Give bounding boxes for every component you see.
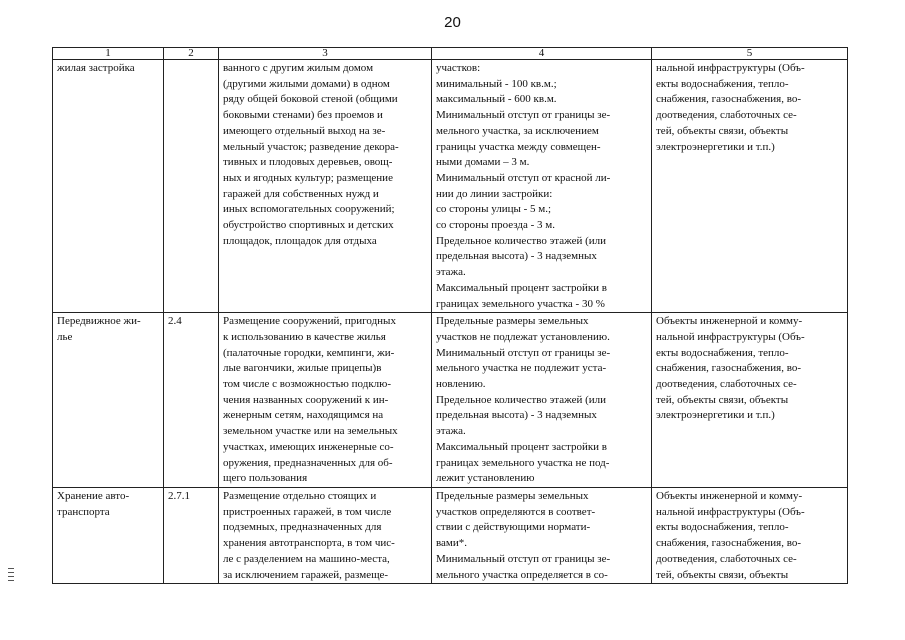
infrastructure-cell: Объекты инженерной и комму- нальной инфраструктуры (Объ- екты водоснабжения, тепло- снабжения, газоснабжения, во- доотведения, слаботочных се- тей, объекты связи, объекты электроэнергетики и т.п.)	[652, 313, 848, 488]
use-type-cell: жилая застройка	[53, 60, 164, 313]
use-type-cell: Хранение авто- транспорта	[53, 487, 164, 583]
binding-mark	[8, 568, 14, 584]
use-code-cell: 2.7.1	[164, 487, 219, 583]
use-code-cell	[164, 60, 219, 313]
parameters-cell: участков: минимальный - 100 кв.м.; максимальный - 600 кв.м. Минимальный отступ от границы зе- мельного участка, за исключением границы участка между совмещен- ными домами – 3 м. Минимальный отступ от красной ли- нии до линии застройки: со стороны улицы - 5 м.; со стороны проезда - 3 м. Предельное количество этажей (или предельная высота) - 3 надземных этажа. Максимальный процент застройки в границах земельного участка - 30 %	[432, 60, 652, 313]
table-row	[53, 487, 848, 583]
infrastructure-cell: Объекты инженерной и комму- нальной инфраструктуры (Объ- екты водоснабжения, тепло- снабжения, газоснабжения, во- доотведения, слаботочных се- тей, объекты связи, объекты	[652, 487, 848, 583]
table-row	[53, 60, 848, 313]
zoning-table	[52, 47, 848, 584]
use-type-cell: Передвижное жи- лье	[53, 313, 164, 488]
header-col-2: 2	[164, 48, 219, 60]
infrastructure-cell: нальной инфраструктуры (Объ- екты водоснабжения, тепло- снабжения, газоснабжения, во- доотведения, слаботочных се- тей, объекты связи, объекты электроэнергетики и т.п.)	[652, 60, 848, 313]
parameters-cell: Предельные размеры земельных участков не подлежат установлению. Минимальный отступ от границы зе- мельного участка не подлежит уста- новлению. Предельное количество этажей (или предельная высота) - 3 надземных этажа. Максимальный процент застройки в границах земельного участка не под- лежит установлению	[432, 313, 652, 488]
header-col-3: 3	[219, 48, 432, 60]
page-number: 20	[444, 14, 461, 31]
use-code-cell: 2.4	[164, 313, 219, 488]
parameters-cell: Предельные размеры земельных участков определяются в соответ- ствии с действующими нормати- вами*. Минимальный отступ от границы зе- мельного участка определяется в со-	[432, 487, 652, 583]
use-description-cell: Размещение сооружений, пригодных к использованию в качестве жилья (палаточные городки, кемпинги, жи- лые вагончики, жилые прицепы)в том числе с возможностью подклю- чения названных сооружений к ин- женерным сетям, находящимся на земельном участке или на земельных участках, имеющих инженерные со- оружения, предназначенных для об- щего пользования	[219, 313, 432, 488]
header-col-5: 5	[652, 48, 848, 60]
table-row	[53, 313, 848, 488]
use-description-cell: Размещение отдельно стоящих и пристроенных гаражей, в том числе подземных, предназначенных для хранения автотранспорта, в том чис- ле с разделением на машино-места, за исключением гаражей, размеще-	[219, 487, 432, 583]
header-col-1: 1	[53, 48, 164, 60]
table-header-row	[53, 48, 848, 60]
header-col-4: 4	[432, 48, 652, 60]
use-description-cell: ванного с другим жилым домом (другими жилыми домами) в одном ряду общей боковой стеной (общими боковыми стенами) без проемов и имеющего отдельный выход на зе- мельный участок; разведение декора- тивных и плодовых деревьев, овощ- ных и ягодных культур; размещение гаражей для собственных нужд и иных вспомогательных сооружений; обустройство спортивных и детских площадок, площадок для отдыха	[219, 60, 432, 313]
